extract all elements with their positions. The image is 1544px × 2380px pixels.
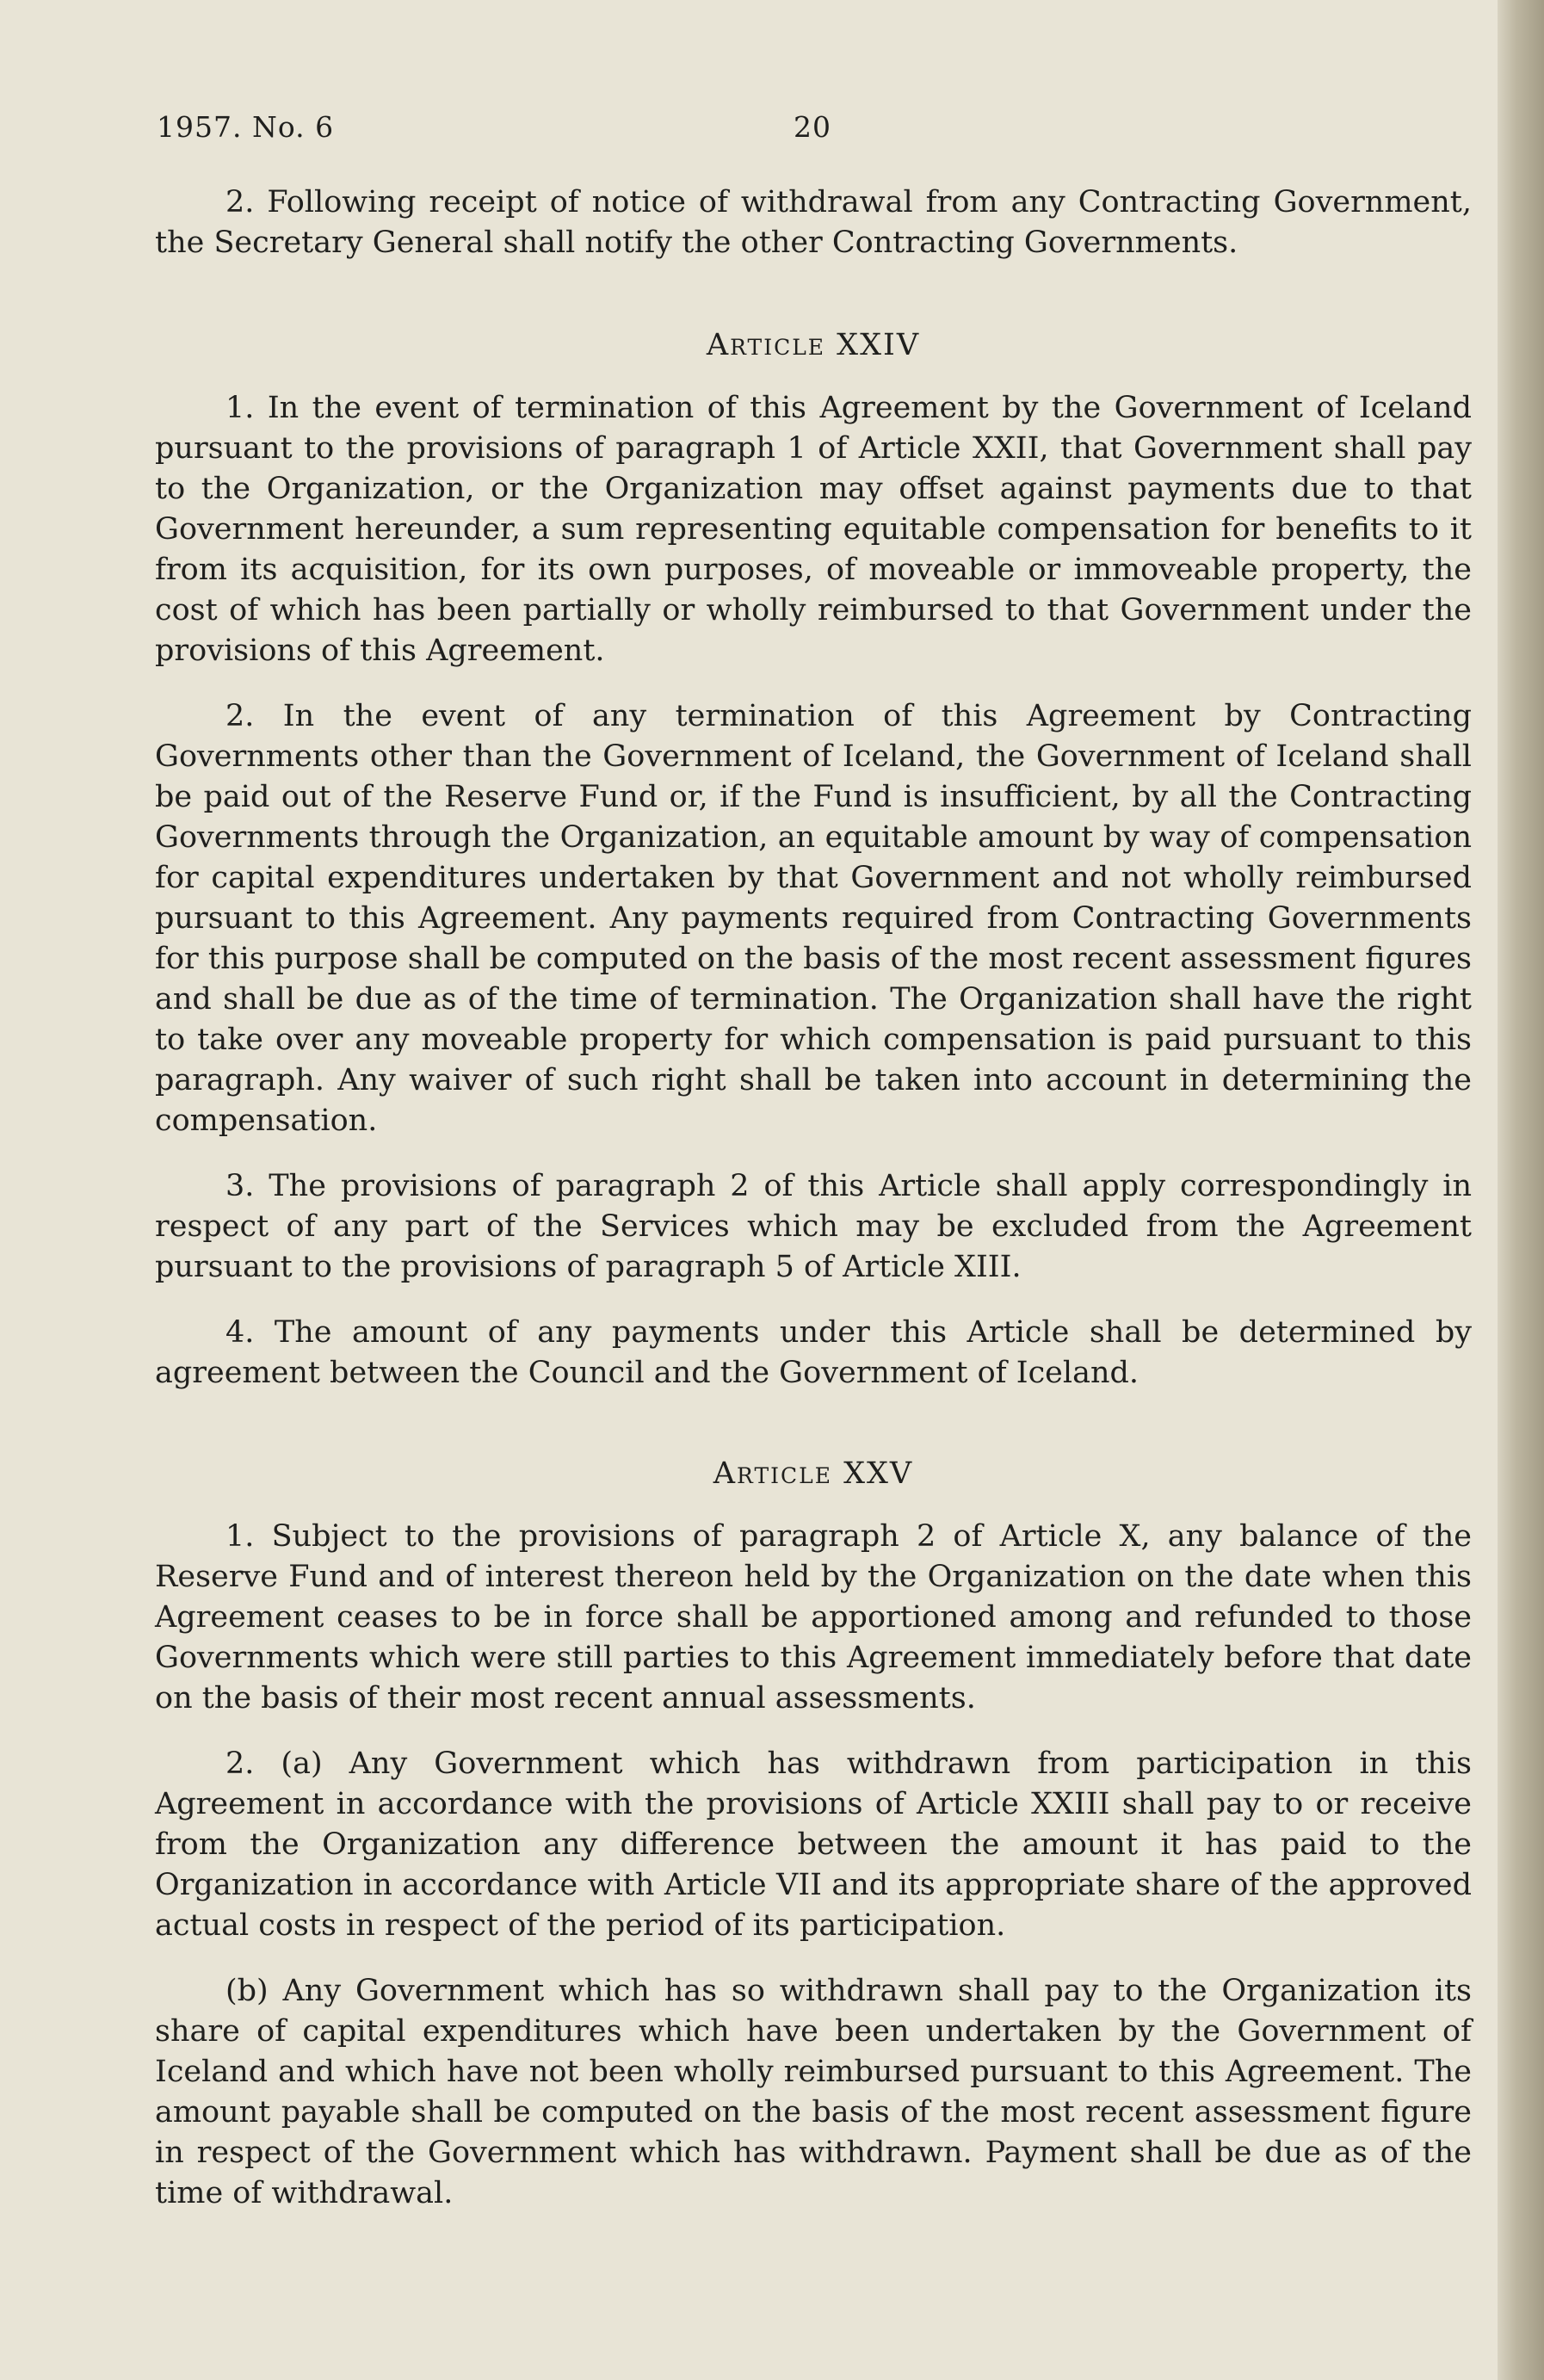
article-heading-xxiv: Article XXIV xyxy=(706,328,921,362)
page-header xyxy=(157,110,1465,153)
article-xxiv-paragraph-2: 2. In the event of any termination of this Agreement by Contracting Governments other than the Government of Iceland, the Government of Iceland shall be paid out of the Reserve Fund or, if the Fund is insufficient, by all the Contracting Governments through the Organization, an equitable amount by way of compensation for capital expenditures undertaken by that Government and not wholly reimbursed pursuant to this Agreement. Any payments required from Contracting Governments for this purpose shall be computed on the basis of the most recent assessment figures and shall be due as of the time of termination. The Organization shall have the right to take over any moveable property for which compensation is paid pursuant to this paragraph. Any waiver of such right shall be taken into account in determining the compensation. xyxy=(155,699,1472,1138)
paragraph-withdrawal-notice: 2. Following receipt of notice of withdrawal from any Contracting Government, the Secretary General shall notify the other Contracting Governments. xyxy=(155,185,1472,260)
document-body xyxy=(155,182,1472,2239)
article-xxv-paragraph-1: 1. Subject to the provisions of paragraph 2 of Article X, any balance of the Reserve Fund and of interest thereon held by the Organization on the date when this Agreement ceases to be in force shall be apportioned among and refunded to those Governments which were still parties to this Agreement immediately before that date on the basis of their most recent annual assessments. xyxy=(155,1519,1472,1715)
page-binding-edge xyxy=(1498,0,1544,2380)
article-xxv-paragraph-2a: 2. (a) Any Government which has withdrawn from participation in this Agreement in accordance with the provisions of Article XXIII shall pay to or receive from the Organization any difference between the amount it has paid to the Organization in accordance with Article VII and its appropriate share of the approved actual costs in respect of the period of its participation. xyxy=(155,1746,1472,1943)
article-heading-xxv: Article XXV xyxy=(713,1456,914,1491)
article-xxiv-paragraph-4: 4. The amount of any payments under this Article shall be determined by agreement between the Council and the Government of Iceland. xyxy=(155,1315,1472,1390)
page-number: 20 xyxy=(794,110,831,144)
document-reference: 1957. No. 6 xyxy=(157,110,335,144)
article-xxv-paragraph-2b: (b) Any Government which has so withdrawn shall pay to the Organization its share of capital expenditures which have been undertaken by the Government of Iceland and which have not been wholly reimbursed pursuant to this Agreement. The amount payable shall be computed on the basis of the most recent assessment figure in respect of the Government which has withdrawn. Payment shall be due as of the time of withdrawal. xyxy=(155,1974,1472,2210)
article-xxiv-paragraph-1: 1. In the event of termination of this Agreement by the Government of Iceland pursuant to the provisions of paragraph 1 of Article XXII, that Government shall pay to the Organization, or the Organization may offset against payments due to that Government hereunder, a sum representing equitable compensation for benefits to it from its acquisition, for its own purposes, of moveable or immoveable property, the cost of which has been partially or wholly reimbursed to that Government under the provisions of this Agreement. xyxy=(155,391,1472,668)
article-xxiv-paragraph-3: 3. The provisions of paragraph 2 of this Article shall apply correspondingly in respect of any part of the Services which may be excluded from the Agreement pursuant to the provisions of paragraph 5 of Article XIII. xyxy=(155,1169,1472,1284)
